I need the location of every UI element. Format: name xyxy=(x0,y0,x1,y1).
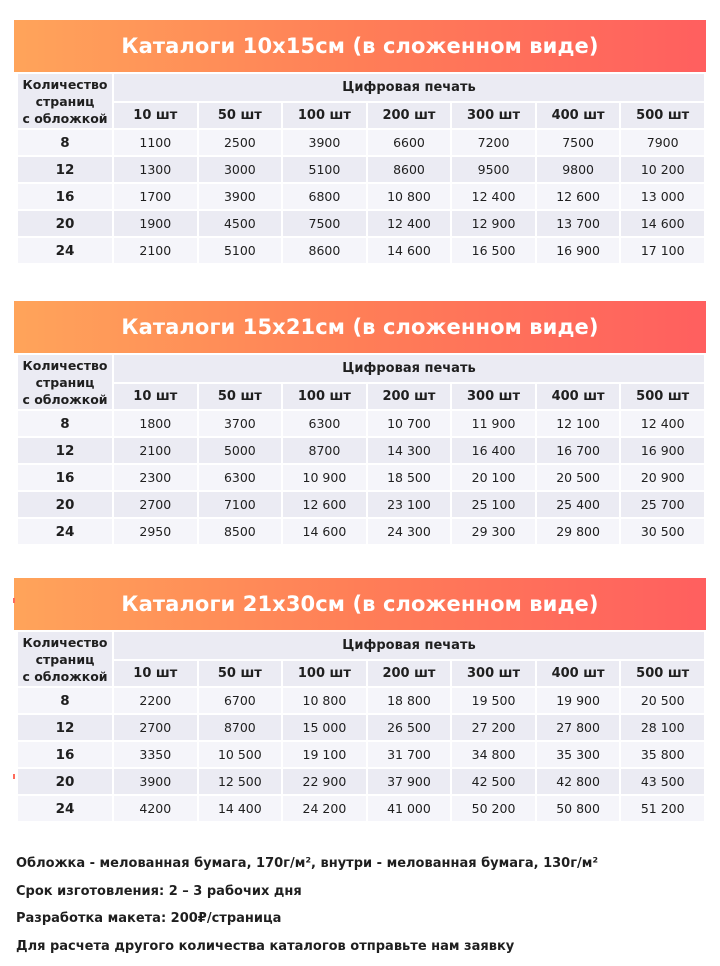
price-cell: 14 300 xyxy=(368,436,451,463)
price-cell: 12 600 xyxy=(537,182,620,209)
table-row xyxy=(18,740,704,767)
pages-cell: 20 xyxy=(18,209,112,236)
pages-cell: 24 xyxy=(18,236,112,263)
price-cell: 10 800 xyxy=(283,686,366,713)
price-cell: 26 500 xyxy=(368,713,451,740)
price-cell: 20 100 xyxy=(452,463,535,490)
table-row xyxy=(18,209,704,236)
price-cell: 20 500 xyxy=(537,463,620,490)
price-cell: 10 800 xyxy=(368,182,451,209)
price-cell: 37 900 xyxy=(368,767,451,794)
price-cell: 3000 xyxy=(199,155,282,182)
pages-column-header: Количество страниц с обложкой xyxy=(18,632,112,686)
price-cell: 29 300 xyxy=(452,517,535,544)
price-cell: 35 300 xyxy=(537,740,620,767)
price-cell: 1700 xyxy=(114,182,197,209)
price-cell: 20 900 xyxy=(621,463,704,490)
table-row xyxy=(18,155,704,182)
price-cell: 6300 xyxy=(199,463,282,490)
price-cell: 7500 xyxy=(283,209,366,236)
price-cell: 11 900 xyxy=(452,409,535,436)
note-lead-time: Срок изготовления: 2 – 3 рабочих дня xyxy=(16,883,302,899)
group-header: Цифровая печать xyxy=(114,74,704,101)
quantity-header: 300 шт xyxy=(452,659,535,686)
quantity-header: 100 шт xyxy=(283,382,366,409)
quantity-header: 50 шт xyxy=(199,659,282,686)
price-cell: 35 800 xyxy=(621,740,704,767)
price-cell: 31 700 xyxy=(368,740,451,767)
quantity-header: 50 шт xyxy=(199,382,282,409)
price-cell: 27 200 xyxy=(452,713,535,740)
price-cell: 43 500 xyxy=(621,767,704,794)
quantity-header: 200 шт xyxy=(368,101,451,128)
group-header: Цифровая печать xyxy=(114,632,704,659)
price-cell: 12 400 xyxy=(368,209,451,236)
price-cell: 14 600 xyxy=(621,209,704,236)
price-table xyxy=(16,74,706,263)
price-cell: 50 200 xyxy=(452,794,535,821)
price-cell: 51 200 xyxy=(621,794,704,821)
price-cell: 16 900 xyxy=(537,236,620,263)
price-cell: 41 000 xyxy=(368,794,451,821)
table-row xyxy=(18,409,704,436)
price-cell: 4500 xyxy=(199,209,282,236)
price-cell: 1300 xyxy=(114,155,197,182)
price-cell: 23 100 xyxy=(368,490,451,517)
price-cell: 2700 xyxy=(114,490,197,517)
price-cell: 5000 xyxy=(199,436,282,463)
price-cell: 12 900 xyxy=(452,209,535,236)
table-title-banner xyxy=(14,20,706,72)
price-cell: 18 500 xyxy=(368,463,451,490)
price-cell: 10 900 xyxy=(283,463,366,490)
quantity-header: 10 шт xyxy=(114,382,197,409)
price-cell: 12 400 xyxy=(452,182,535,209)
table-row xyxy=(18,182,704,209)
price-cell: 16 400 xyxy=(452,436,535,463)
price-cell: 4200 xyxy=(114,794,197,821)
pages-column-header: Количество страниц с обложкой xyxy=(18,355,112,409)
price-table xyxy=(16,632,706,821)
quantity-header: 400 шт xyxy=(537,101,620,128)
quantity-header: 10 шт xyxy=(114,101,197,128)
table-row xyxy=(18,713,704,740)
note-design-price: Разработка макета: 200₽/страница xyxy=(16,911,282,926)
table-row xyxy=(18,463,704,490)
pages-cell: 16 xyxy=(18,740,112,767)
price-cell: 22 900 xyxy=(283,767,366,794)
price-cell: 2200 xyxy=(114,686,197,713)
price-cell: 1800 xyxy=(114,409,197,436)
price-cell: 25 100 xyxy=(452,490,535,517)
price-cell: 42 800 xyxy=(537,767,620,794)
price-cell: 10 500 xyxy=(199,740,282,767)
quantity-header: 300 шт xyxy=(452,101,535,128)
price-cell: 34 800 xyxy=(452,740,535,767)
price-cell: 16 900 xyxy=(621,436,704,463)
price-cell: 3900 xyxy=(199,182,282,209)
catalog-table-21x30 xyxy=(14,578,706,817)
price-cell: 2100 xyxy=(114,436,197,463)
price-cell: 42 500 xyxy=(452,767,535,794)
pages-cell: 16 xyxy=(18,182,112,209)
price-cell: 6300 xyxy=(283,409,366,436)
price-cell: 19 100 xyxy=(283,740,366,767)
pages-cell: 8 xyxy=(18,686,112,713)
price-cell: 30 500 xyxy=(621,517,704,544)
price-cell: 28 100 xyxy=(621,713,704,740)
quantity-header: 50 шт xyxy=(199,101,282,128)
price-cell: 6800 xyxy=(283,182,366,209)
price-cell: 3350 xyxy=(114,740,197,767)
pages-cell: 12 xyxy=(18,713,112,740)
price-cell: 8700 xyxy=(199,713,282,740)
price-cell: 8500 xyxy=(199,517,282,544)
price-cell: 15 000 xyxy=(283,713,366,740)
price-cell: 2700 xyxy=(114,713,197,740)
price-cell: 25 400 xyxy=(537,490,620,517)
table-row xyxy=(18,436,704,463)
pages-cell: 24 xyxy=(18,794,112,821)
price-cell: 19 900 xyxy=(537,686,620,713)
quantity-header: 400 шт xyxy=(537,659,620,686)
price-cell: 19 500 xyxy=(452,686,535,713)
price-cell: 14 600 xyxy=(283,517,366,544)
price-cell: 13 700 xyxy=(537,209,620,236)
quantity-header: 400 шт xyxy=(537,382,620,409)
quantity-header: 200 шт xyxy=(368,382,451,409)
price-cell: 5100 xyxy=(199,236,282,263)
quantity-header: 500 шт xyxy=(621,101,704,128)
table-row xyxy=(18,686,704,713)
pages-cell: 8 xyxy=(18,409,112,436)
price-cell: 25 700 xyxy=(621,490,704,517)
quantity-header: 100 шт xyxy=(283,659,366,686)
price-cell: 13 000 xyxy=(621,182,704,209)
price-cell: 10 200 xyxy=(621,155,704,182)
price-cell: 3900 xyxy=(283,128,366,155)
pages-cell: 12 xyxy=(18,436,112,463)
price-cell: 3700 xyxy=(199,409,282,436)
product-notes xyxy=(16,850,706,960)
price-cell: 2500 xyxy=(199,128,282,155)
price-cell: 3900 xyxy=(114,767,197,794)
price-cell: 27 800 xyxy=(537,713,620,740)
pages-cell: 12 xyxy=(18,155,112,182)
price-cell: 17 100 xyxy=(621,236,704,263)
table-row xyxy=(18,128,704,155)
pages-cell: 24 xyxy=(18,517,112,544)
price-cell: 7200 xyxy=(452,128,535,155)
price-cell: 8600 xyxy=(368,155,451,182)
pages-cell: 16 xyxy=(18,463,112,490)
note-request: Для расчета другого количества каталогов отправьте нам заявку xyxy=(16,938,515,954)
pages-column-header: Количество страниц с обложкой xyxy=(18,74,112,128)
price-cell: 2950 xyxy=(114,517,197,544)
table-title: Каталоги 10х15см (в сложенном виде) xyxy=(121,34,599,58)
quantity-header: 200 шт xyxy=(368,659,451,686)
price-cell: 14 400 xyxy=(199,794,282,821)
group-header: Цифровая печать xyxy=(114,355,704,382)
price-cell: 10 700 xyxy=(368,409,451,436)
decorative-accent xyxy=(13,598,15,603)
price-cell: 7500 xyxy=(537,128,620,155)
table-row xyxy=(18,236,704,263)
table-title: Каталоги 15х21см (в сложенном виде) xyxy=(121,315,599,339)
catalog-table-15x21 xyxy=(14,301,706,540)
pages-cell: 8 xyxy=(18,128,112,155)
price-cell: 7900 xyxy=(621,128,704,155)
table-row xyxy=(18,517,704,544)
table-row xyxy=(18,794,704,821)
price-cell: 5100 xyxy=(283,155,366,182)
price-cell: 6700 xyxy=(199,686,282,713)
quantity-header: 300 шт xyxy=(452,382,535,409)
quantity-header: 500 шт xyxy=(621,659,704,686)
table-title: Каталоги 21х30см (в сложенном виде) xyxy=(121,592,599,616)
catalog-table-10x15 xyxy=(14,20,706,259)
price-cell: 12 600 xyxy=(283,490,366,517)
price-table xyxy=(16,355,706,544)
price-cell: 1100 xyxy=(114,128,197,155)
price-cell: 18 800 xyxy=(368,686,451,713)
price-cell: 8600 xyxy=(283,236,366,263)
price-cell: 29 800 xyxy=(537,517,620,544)
price-cell: 2100 xyxy=(114,236,197,263)
price-cell: 6600 xyxy=(368,128,451,155)
table-title-banner xyxy=(14,301,706,353)
price-cell: 8700 xyxy=(283,436,366,463)
price-cell: 12 100 xyxy=(537,409,620,436)
price-cell: 12 500 xyxy=(199,767,282,794)
price-cell: 20 500 xyxy=(621,686,704,713)
price-cell: 2300 xyxy=(114,463,197,490)
price-cell: 16 700 xyxy=(537,436,620,463)
price-cell: 14 600 xyxy=(368,236,451,263)
quantity-header: 100 шт xyxy=(283,101,366,128)
quantity-header: 500 шт xyxy=(621,382,704,409)
price-cell: 50 800 xyxy=(537,794,620,821)
price-cell: 7100 xyxy=(199,490,282,517)
price-cell: 12 400 xyxy=(621,409,704,436)
price-cell: 9500 xyxy=(452,155,535,182)
price-cell: 1900 xyxy=(114,209,197,236)
price-cell: 24 300 xyxy=(368,517,451,544)
table-title-banner xyxy=(14,578,706,630)
price-cell: 9800 xyxy=(537,155,620,182)
decorative-accent xyxy=(13,774,15,779)
pages-cell: 20 xyxy=(18,767,112,794)
price-cell: 24 200 xyxy=(283,794,366,821)
quantity-header: 10 шт xyxy=(114,659,197,686)
note-paper: Обложка - мелованная бумага, 170г/м², внутри - мелованная бумага, 130г/м² xyxy=(16,856,599,871)
price-cell: 16 500 xyxy=(452,236,535,263)
table-row xyxy=(18,767,704,794)
table-row xyxy=(18,490,704,517)
pages-cell: 20 xyxy=(18,490,112,517)
